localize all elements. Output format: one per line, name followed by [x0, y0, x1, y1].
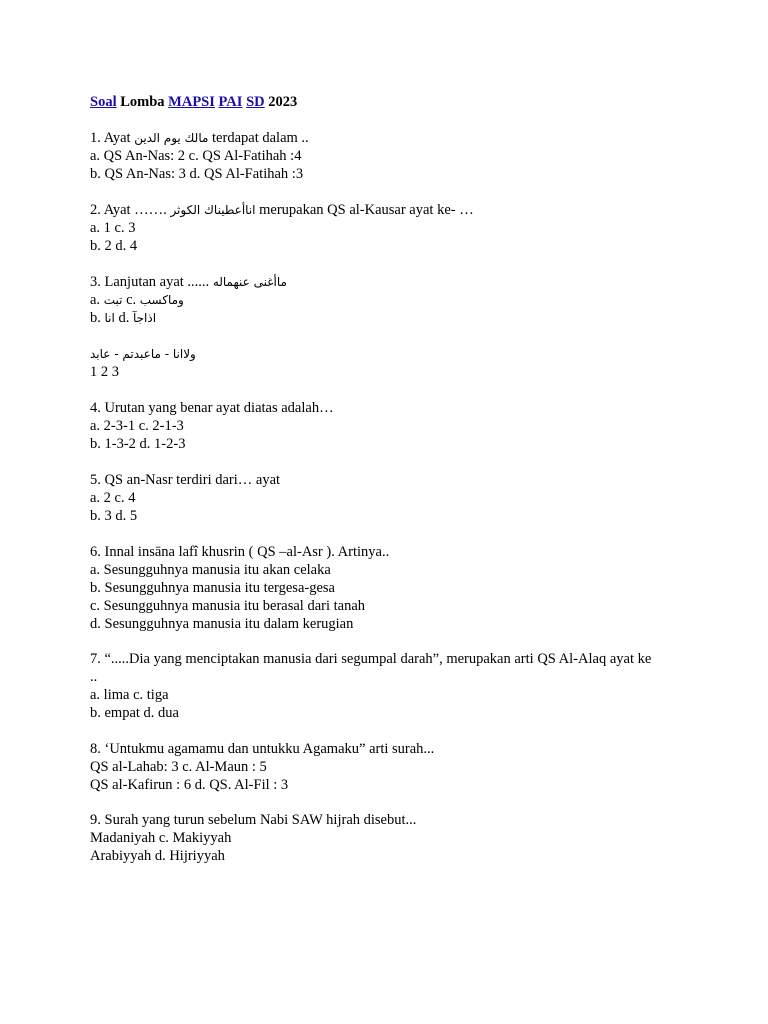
- q2-post: merupakan QS al-Kausar ayat ke- …: [259, 202, 474, 218]
- q3-a-arabic-2: وماكسب: [139, 293, 184, 307]
- q2-question: [90, 201, 474, 219]
- q7-options-1: a. lima c. tiga: [90, 687, 169, 703]
- q5-options-1: a. 2 c. 4: [90, 490, 136, 506]
- q3-option-b: [90, 309, 156, 327]
- q8-question: 8. ‘Untukmu agamamu dan untukku Agamaku” arti surah...: [90, 741, 435, 757]
- q3-a-prefix: a.: [90, 292, 101, 308]
- q3-a-arabic-1: تبت: [103, 293, 123, 307]
- q3-a-mid: c.: [126, 292, 137, 308]
- q5-options-2: b. 3 d. 5: [90, 508, 138, 524]
- q3-question: [90, 273, 287, 291]
- q6-option-b: b. Sesungguhnya manusia itu tergesa-gesa: [90, 580, 335, 596]
- title-year: 2023: [268, 94, 298, 110]
- q9-options-2: Arabiyyah d. Hijriyyah: [90, 848, 225, 864]
- q1-options-2: b. QS An-Nas: 3 d. QS Al-Fatihah :3: [90, 166, 304, 182]
- q9-question: 9. Surah yang turun sebelum Nabi SAW hijrah disebut...: [90, 812, 417, 828]
- q4-options-1: a. 2-3-1 c. 2-1-3: [90, 418, 184, 434]
- q3-option-a: [90, 291, 184, 309]
- q3-sequence-arabic: ولاانا - ماعبدتم - عابد: [90, 347, 196, 361]
- q2-arabic: اناأعطيناك الكوثر: [170, 203, 256, 217]
- q4-options-2: b. 1-3-2 d. 1-2-3: [90, 436, 186, 452]
- link-sd[interactable]: SD: [246, 94, 265, 110]
- q2-pre: 2. Ayat …….: [90, 202, 167, 218]
- q8-options-2: QS al-Kafirun : 6 d. QS. Al-Fil : 3: [90, 777, 289, 793]
- q3-b-arabic-1: انا: [104, 311, 115, 325]
- q1-options-1: a. QS An-Nas: 2 c. QS Al-Fatihah :4: [90, 148, 302, 164]
- q3-arabic: ماأغنى عنهماله: [212, 275, 287, 289]
- q3-b-arabic-2: اذاجآ: [132, 311, 157, 325]
- link-soal[interactable]: Soal: [90, 94, 117, 110]
- q5-question: 5. QS an-Nasr terdiri dari… ayat: [90, 472, 281, 488]
- q4-question: 4. Urutan yang benar ayat diatas adalah…: [90, 400, 334, 416]
- q7-question: 7. “.....Dia yang menciptakan manusia dari segumpal darah”, merupakan arti QS Al-Alaq ayat ke: [90, 651, 652, 667]
- document-title: [90, 94, 297, 111]
- q2-options-2: b. 2 d. 4: [90, 238, 138, 254]
- q8-options-1: QS al-Lahab: 3 c. Al-Maun : 5: [90, 759, 267, 775]
- q6-option-a: a. Sesungguhnya manusia itu akan celaka: [90, 562, 331, 578]
- q1-question: [90, 129, 309, 147]
- q7-question-cont: ..: [90, 669, 98, 685]
- q3-sequence-numbers: 1 2 3: [90, 364, 119, 380]
- q3-b-mid: d.: [118, 310, 130, 326]
- q6-option-c: c. Sesungguhnya manusia itu berasal dari tanah: [90, 598, 366, 614]
- link-pai[interactable]: PAI: [218, 94, 243, 110]
- q1-arabic: مالك يوم الدين: [134, 131, 209, 145]
- q1-post: terdapat dalam ..: [212, 130, 309, 146]
- link-mapsi[interactable]: MAPSI: [168, 94, 215, 110]
- q6-option-d: d. Sesungguhnya manusia itu dalam kerugian: [90, 616, 354, 632]
- q3-pre: 3. Lanjutan ayat ......: [90, 274, 210, 290]
- q2-options-1: a. 1 c. 3: [90, 220, 136, 236]
- q1-pre: 1. Ayat: [90, 130, 131, 146]
- q6-question: 6. Innal insāna lafî khusrin ( QS –al-Asr ). Artinya..: [90, 544, 390, 560]
- q9-options-1: Madaniyah c. Makiyyah: [90, 830, 232, 846]
- q3-b-prefix: b.: [90, 310, 101, 326]
- q7-options-2: b. empat d. dua: [90, 705, 179, 721]
- title-lomba: Lomba: [120, 94, 165, 110]
